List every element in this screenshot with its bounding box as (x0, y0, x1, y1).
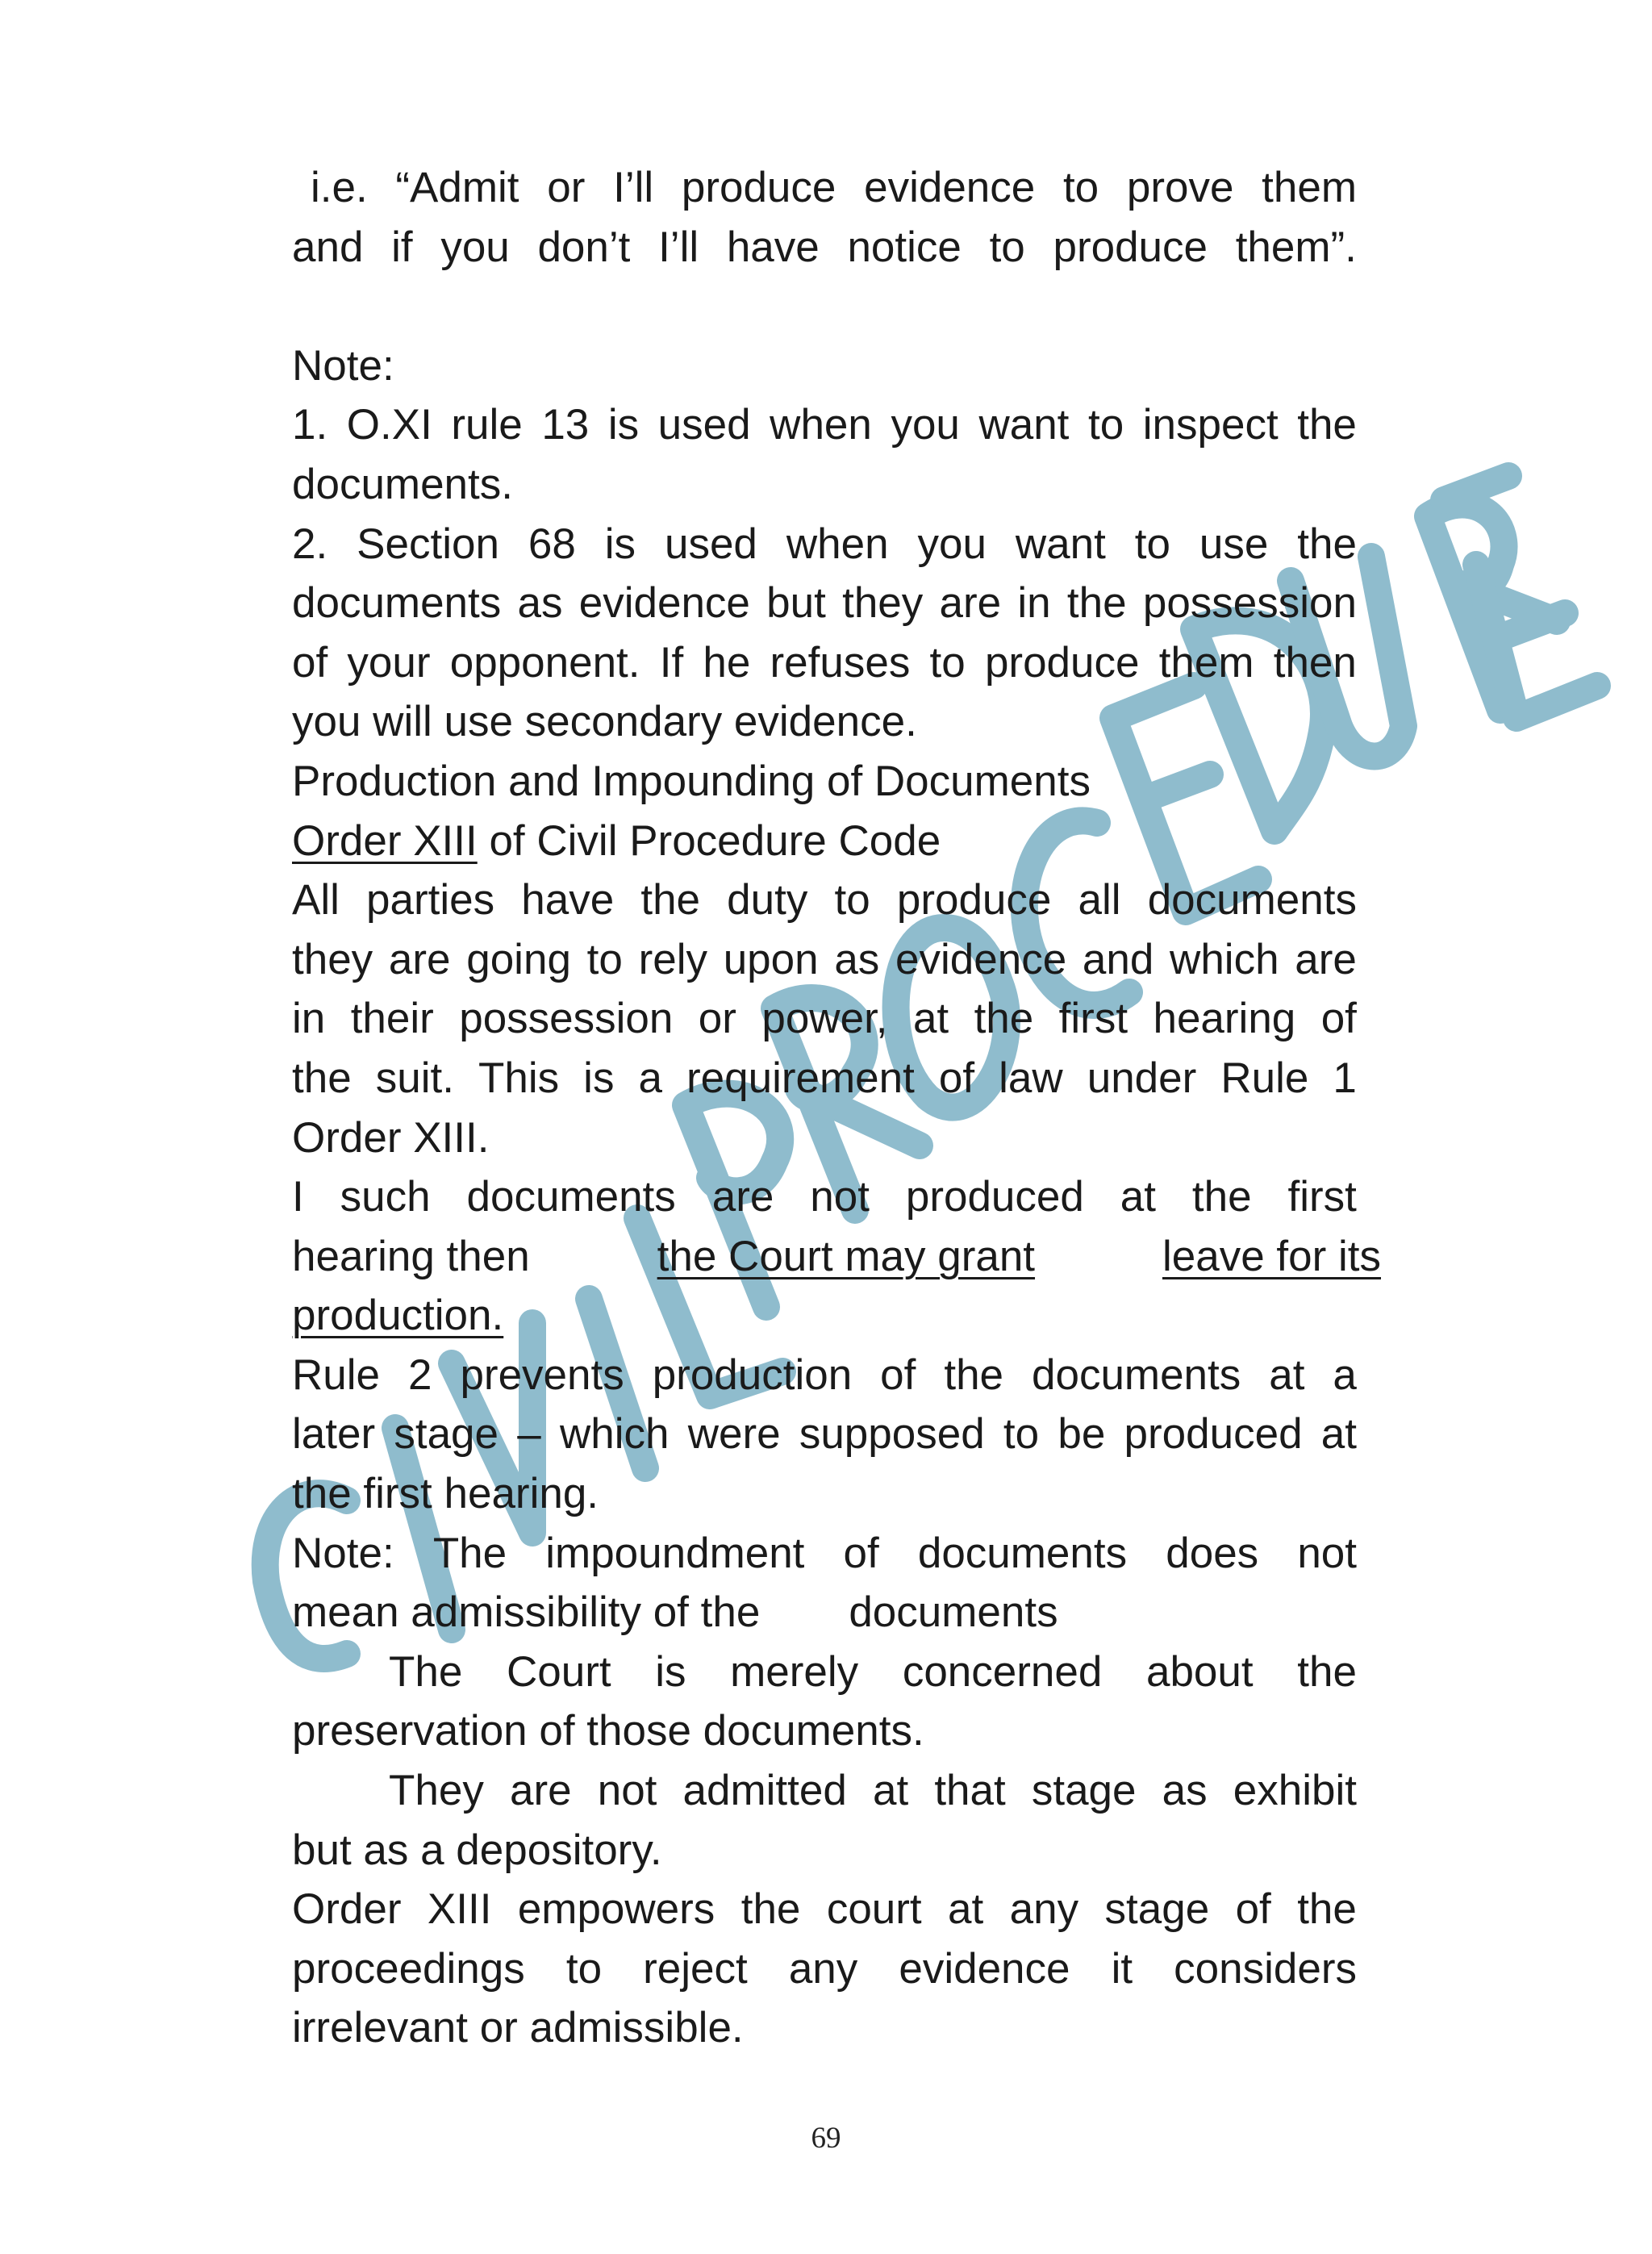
text-line: I such documents are not produced at the first (292, 1173, 1357, 1221)
text-line: Note: The impoundment of documents does not (292, 1529, 1357, 1577)
text-line: i.e. “Admit or I’ll produce evidence to prove them (311, 164, 1357, 211)
text-line: the suit. This is a requirement of law under Rule 1 (292, 1054, 1357, 1102)
text-line: of your opponent. If he refuses to produce them then (292, 638, 1357, 687)
order-reference: Order XIII (292, 816, 478, 865)
note-heading: Note: (292, 341, 394, 390)
section-heading: Production and Impounding of Documents (292, 757, 1091, 805)
text-line: in their possession or power, at the first hearing of (292, 995, 1357, 1043)
text-line: 1. O.XI rule 13 is used when you want to inspect the (292, 401, 1357, 449)
text-line: and if you don’t I’ll have notice to produce them”. (292, 223, 1357, 271)
text-line: the first hearing. (292, 1470, 599, 1518)
text-line: but as a depository. (292, 1826, 662, 1874)
text-line: All parties have the duty to produce all documents (292, 876, 1357, 925)
underlined-phrase: the Court may grant (657, 1232, 1036, 1280)
text-line: preservation of those documents. (292, 1707, 924, 1755)
text-line (292, 1286, 1357, 1346)
text-line: Order XIII empowers the court at any stage of the (292, 1885, 1357, 1934)
text-line: documents. (292, 460, 513, 508)
text-line: hearing then the Court may grant leave for its (292, 1227, 1381, 1287)
text-line: They are not admitted at that stage as exhibit (389, 1767, 1357, 1815)
text-line: later stage – which were supposed to be produced at (292, 1410, 1357, 1459)
document-body (292, 158, 1381, 2058)
text-line: The Court is merely concerned about the (389, 1647, 1357, 1696)
underlined-phrase: production. (292, 1292, 504, 1340)
text-line: Order XIII. (292, 1113, 490, 1162)
text-line: irrelevant or admissible. (292, 2004, 744, 2052)
text-line: 2. Section 68 is used when you want to use the (292, 520, 1357, 568)
page-number: 69 (811, 2122, 841, 2155)
underlined-phrase: leave for its (1162, 1232, 1381, 1280)
text-line: you will use secondary evidence. (292, 698, 917, 746)
text-line: they are going to rely upon as evidence and which are (292, 935, 1357, 983)
order-heading: Order XIII of Civil Procedure Code (292, 816, 941, 865)
text-line: Rule 2 prevents production of the documents at a (292, 1350, 1357, 1399)
text-line: proceedings to reject any evidence it considers (292, 1944, 1357, 1993)
blank-line (292, 277, 1357, 336)
text-line: documents as evidence but they are in the possession (292, 579, 1357, 628)
text-line: mean admissibility of the documents (292, 1588, 1058, 1637)
